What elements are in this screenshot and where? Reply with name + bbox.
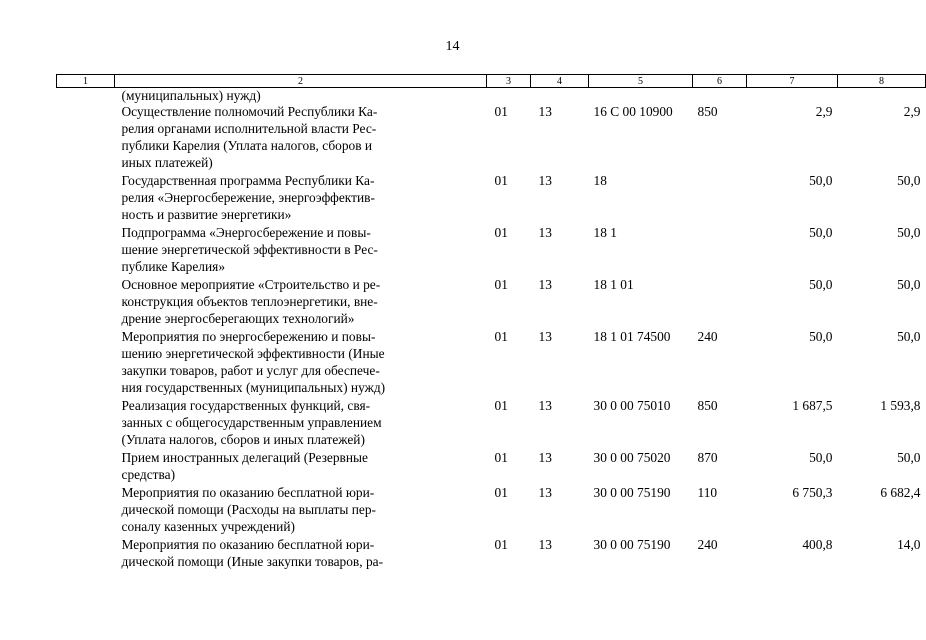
section-code: 01 <box>494 104 508 119</box>
item-name: Мероприятия по оказанию бесплатной юри- дической помощи (Расходы на выплаты пер- соналу казенных учреждений) <box>121 485 377 534</box>
expense-type-code: 850 <box>697 398 718 413</box>
amount-col-8: 50,0 <box>897 277 921 292</box>
expense-type-code: 240 <box>697 537 718 552</box>
amount-col-8: 50,0 <box>897 450 921 465</box>
item-name: Мероприятия по оказанию бесплатной юри- дической помощи (Иные закупки товаров, ра- <box>121 537 384 569</box>
amount-col-7: 50,0 <box>809 277 833 292</box>
expense-type-code <box>693 172 747 224</box>
target-article-code: 18 <box>593 173 607 188</box>
header-col-1: 1 <box>57 75 115 88</box>
header-col-7: 7 <box>747 75 838 88</box>
table-row <box>57 224 926 276</box>
col-1-cell <box>57 224 115 276</box>
header-col-5: 5 <box>589 75 693 88</box>
amount-col-7: 1 687,5 <box>792 398 833 413</box>
expense-type-code: 870 <box>697 450 718 465</box>
section-code: 01 <box>494 277 508 292</box>
continuation-text: (муниципальных) нужд) <box>121 88 261 103</box>
page-number: 14 <box>445 39 460 54</box>
table-row <box>57 484 926 536</box>
item-name: Основное мероприятие «Строительство и ре- конструкция объектов теплоэнергетики, вне- дрение энергосберегающих технологий» <box>121 277 381 326</box>
table-row <box>57 103 926 172</box>
item-name: Реализация государственных функций, свя- занных с общегосударственным управлением (Уплата налогов, сборов и иных платежей) <box>121 398 382 447</box>
expense-type-code: 110 <box>697 485 718 500</box>
table-row <box>57 449 926 484</box>
expense-type-code <box>693 224 747 276</box>
amount-col-7: 400,8 <box>802 537 833 552</box>
item-name: Мероприятия по энергосбережению и повы- шению энергетической эффективности (Иные закупки товаров, работ и услуг для обеспече- ния государственных (муниципальных) нужд) <box>121 329 386 395</box>
col-1-cell <box>57 172 115 224</box>
col-1-cell <box>57 536 115 571</box>
subsection-code: 13 <box>538 329 552 344</box>
target-article-code: 30 0 00 75190 <box>593 485 671 500</box>
amount-col-8: 50,0 <box>897 225 921 240</box>
expense-type-code <box>693 276 747 328</box>
expense-type-code: 850 <box>697 104 718 119</box>
subsection-code: 13 <box>538 225 552 240</box>
table-row <box>57 397 926 449</box>
item-name: Осуществление полномочий Республики Ка- релия органами исполнительной власти Рес- публики Карелия (Уплата налогов, сборов и иных платежей) <box>121 104 378 170</box>
subsection-code: 13 <box>538 277 552 292</box>
subsection-code: 13 <box>538 104 552 119</box>
header-col-8: 8 <box>838 75 926 88</box>
amount-col-7: 50,0 <box>809 329 833 344</box>
target-article-code: 30 0 00 75020 <box>593 450 671 465</box>
subsection-code: 13 <box>538 398 552 413</box>
amount-col-7: 6 750,3 <box>792 485 833 500</box>
target-article-code: 18 1 01 <box>593 277 634 292</box>
section-code: 01 <box>494 485 508 500</box>
amount-col-7: 50,0 <box>809 173 833 188</box>
table-row <box>57 328 926 397</box>
col-1-cell <box>57 449 115 484</box>
amount-col-8: 6 682,4 <box>880 485 921 500</box>
amount-col-7: 50,0 <box>809 225 833 240</box>
amount-col-8: 1 593,8 <box>880 398 921 413</box>
table-row <box>57 172 926 224</box>
col-1-cell <box>57 328 115 397</box>
table-row <box>57 536 926 571</box>
col-1-cell <box>57 484 115 536</box>
section-code: 01 <box>494 398 508 413</box>
amount-col-8: 50,0 <box>897 329 921 344</box>
amount-col-7: 50,0 <box>809 450 833 465</box>
header-col-2: 2 <box>115 75 487 88</box>
expense-type-code: 240 <box>697 329 718 344</box>
section-code: 01 <box>494 537 508 552</box>
header-col-4: 4 <box>531 75 589 88</box>
target-article-code: 18 1 01 74500 <box>593 329 671 344</box>
section-code: 01 <box>494 450 508 465</box>
amount-col-8: 50,0 <box>897 173 921 188</box>
amount-col-8: 2,9 <box>903 104 921 119</box>
section-code: 01 <box>494 329 508 344</box>
col-1-cell <box>57 397 115 449</box>
item-name: Прием иностранных делегаций (Резервные средства) <box>121 450 368 482</box>
col-1-cell <box>57 276 115 328</box>
target-article-code: 16 С 00 10900 <box>593 104 673 119</box>
header-row <box>57 75 926 88</box>
continuation-row <box>57 88 926 104</box>
subsection-code: 13 <box>538 485 552 500</box>
amount-col-8: 14,0 <box>897 537 921 552</box>
subsection-code: 13 <box>538 450 552 465</box>
target-article-code: 30 0 00 75010 <box>593 398 671 413</box>
budget-table <box>56 74 926 571</box>
target-article-code: 30 0 00 75190 <box>593 537 671 552</box>
item-name: Подпрограмма «Энергосбережение и повы- шение энергетической эффективности в Рес- публике Карелия» <box>121 225 378 274</box>
amount-col-7: 2,9 <box>815 104 833 119</box>
table-row <box>57 276 926 328</box>
subsection-code: 13 <box>538 537 552 552</box>
header-col-3: 3 <box>487 75 531 88</box>
item-name: Государственная программа Республики Ка- релия «Энергосбережение, энергоэффектив- ность и развитие энергетики» <box>121 173 375 222</box>
subsection-code: 13 <box>538 173 552 188</box>
target-article-code: 18 1 <box>593 225 617 240</box>
header-col-6: 6 <box>693 75 747 88</box>
section-code: 01 <box>494 225 508 240</box>
col-1-cell <box>57 103 115 172</box>
section-code: 01 <box>494 173 508 188</box>
